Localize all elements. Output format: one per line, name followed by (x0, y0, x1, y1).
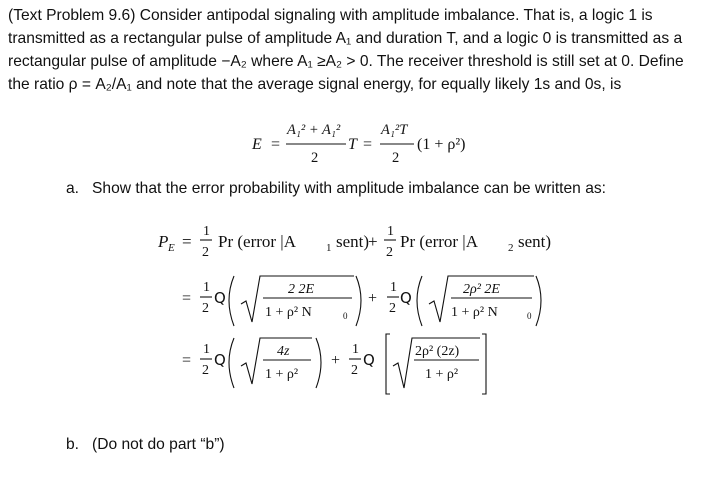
pr-error-1-sub: 1 (326, 242, 332, 254)
half-den: 2 (351, 363, 358, 378)
equals-sign: = (182, 352, 192, 369)
right-bracket (482, 334, 486, 394)
part-b (66, 436, 225, 454)
left-paren (229, 276, 234, 326)
energy-denominator-1: 2 (311, 150, 319, 166)
l2-den-2-sub: 0 (527, 311, 532, 321)
l2-num-1: 2 2E (288, 282, 315, 297)
half-num: 1 (390, 280, 397, 295)
l3-den-2: 1 + ρ² (425, 367, 459, 382)
half-den: 2 (386, 245, 393, 260)
part-a (66, 180, 606, 198)
plus-sign: + (331, 352, 341, 369)
l2-den-1-sub: 0 (343, 311, 348, 321)
half-den: 2 (202, 363, 209, 378)
part-a-label: a. (66, 180, 80, 197)
plus-sign: + (368, 290, 378, 307)
pr-error-2-sub: 2 (508, 242, 514, 254)
half-num: 1 (352, 342, 359, 357)
half-num: 1 (203, 342, 210, 357)
half-num: 1 (387, 224, 394, 239)
equals-sign: = (182, 232, 192, 251)
right-paren (356, 276, 361, 326)
half-den: 2 (202, 301, 209, 316)
problem-line: (Text Problem 9.6) Consider antipodal signaling with amplitude imbalance. That is, a logic 1 is (8, 7, 653, 24)
plus-sign: + (368, 232, 378, 251)
q-function: Q (363, 351, 375, 369)
half-den: 2 (389, 301, 396, 316)
problem-line: transmitted as a rectangular pulse of amplitude A₁ and duration T, and a logic 0 is transmitted as a (8, 30, 683, 47)
l3-num-1: 4z (277, 344, 290, 359)
problem-line: rectangular pulse of amplitude −A₂ where A₁ ≥A₂ > 0. The receiver threshold is still set at 0. Define (8, 53, 684, 70)
l2-den-2: 1 + ρ² N (451, 305, 498, 320)
l3-num-2: 2ρ² (2z) (415, 344, 460, 359)
pr-error-1-end: sent) (336, 232, 370, 251)
pr-error-2: Pr (error |A (400, 232, 478, 251)
energy-tail: (1 + ρ²) (417, 136, 466, 153)
half-den: 2 (202, 245, 209, 260)
problem-line: the ratio ρ = A₂/A₁ and note that the average signal energy, for equally likely 1s and 0s, is (8, 76, 622, 93)
equals-sign: = (363, 136, 373, 153)
q-function: Q (400, 289, 412, 307)
part-b-label: b. (66, 436, 80, 453)
pe-lhs: P (158, 232, 169, 251)
part-a-text: Show that the error probability with amplitude imbalance can be written as: (92, 180, 606, 197)
left-paren (229, 338, 234, 388)
left-bracket (386, 334, 390, 394)
equals-sign: = (182, 290, 192, 307)
left-paren (417, 276, 422, 326)
energy-lhs: E (252, 136, 262, 153)
pe-line-2 (182, 276, 541, 326)
q-function: Q (214, 289, 226, 307)
q-function: Q (214, 351, 226, 369)
energy-equation (251, 122, 465, 166)
pr-error-2-end: sent) (518, 232, 552, 251)
equals-sign: = (271, 136, 281, 153)
part-b-text: (Do not do part “b”) (92, 436, 225, 453)
right-paren (536, 276, 541, 326)
pe-line-1 (157, 224, 551, 260)
energy-numerator-2: A₁²T (381, 122, 408, 138)
energy-numerator-1: A₁² + A₁² (287, 122, 341, 138)
energy-t: T (348, 136, 357, 153)
l2-num-2: 2ρ² 2E (463, 282, 500, 297)
l2-den-1: 1 + ρ² N (265, 305, 312, 320)
energy-denominator-2: 2 (392, 150, 400, 166)
pe-line-3 (182, 334, 486, 394)
half-num: 1 (203, 280, 210, 295)
l3-den-1: 1 + ρ² (265, 367, 299, 382)
right-paren (316, 338, 321, 388)
pe-lhs-sub: E (168, 242, 175, 254)
pr-error-1: Pr (error |A (218, 232, 296, 251)
half-num: 1 (203, 224, 210, 239)
